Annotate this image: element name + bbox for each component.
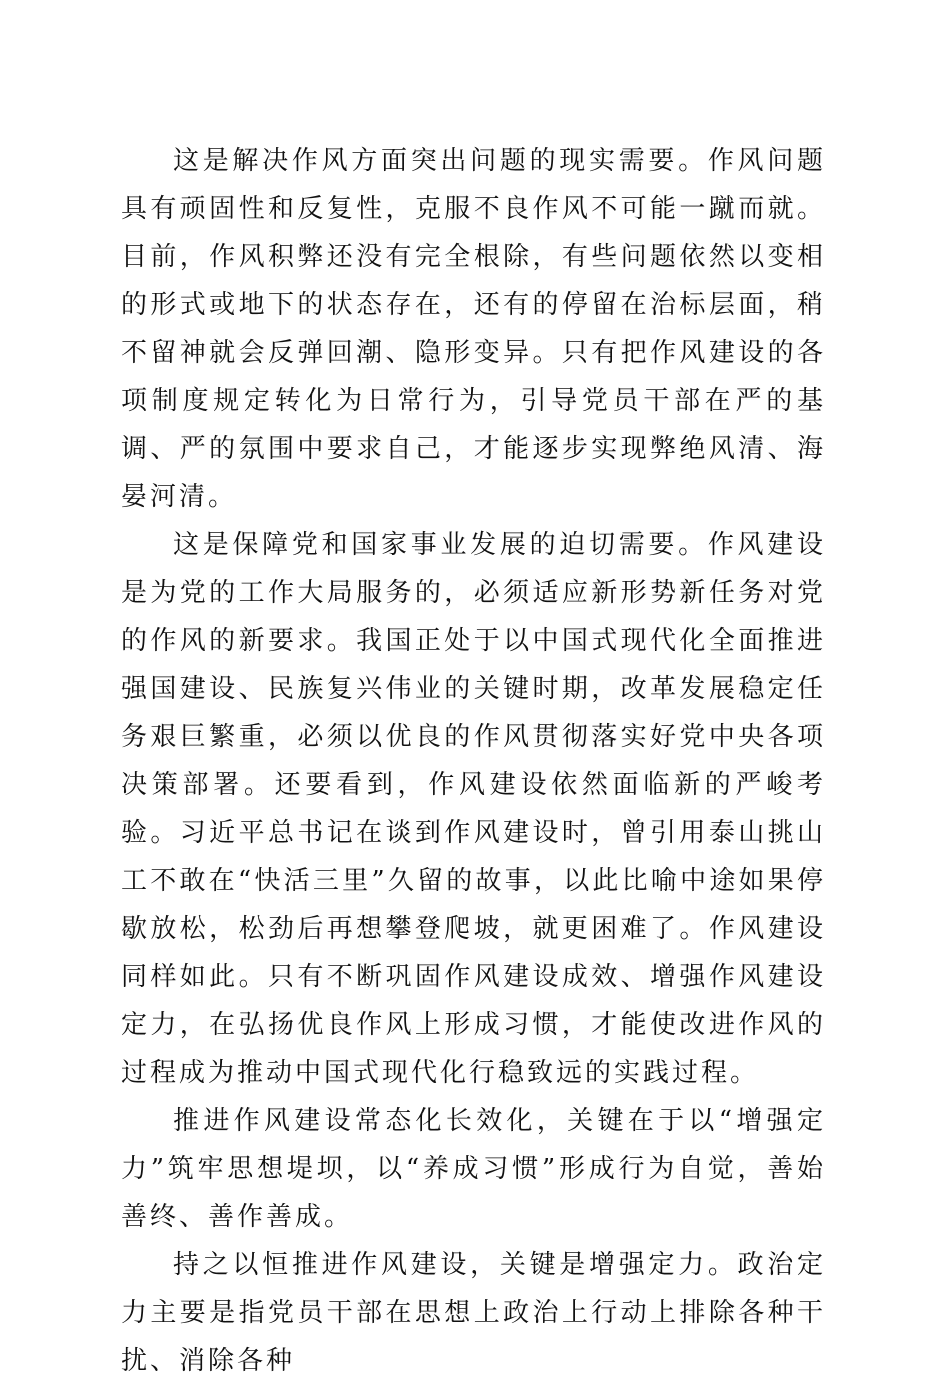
document-body [121, 137, 826, 1385]
paragraph-3: 推进作风建设常态化长效化，关键在于以“增强定力”筑牢思想堤坝，以“养成习惯”形成行为自觉，善始善终、善作善成。 [121, 1106, 826, 1232]
paragraph-2: 这是保障党和国家事业发展的迫切需要。作风建设是为党的工作大局服务的，必须适应新形势新任务对党的作风的新要求。我国正处于以中国式现代化全面推进强国建设、民族复兴伟业的关键时期，改革发展稳定任务艰巨繁重，必须以优良的作风贯彻落实好党中央各项决策部署。还要看到，作风建设依然面临新的严峻考验。习近平总书记在谈到作风建设时，曾引用泰山挑山工不敢在“快活三里”久留的故事，以此比喻中途如果停歇放松，松劲后再想攀登爬坡，就更困难了。作风建设同样如此。只有不断巩固作风建设成效、增强作风建设定力，在弘扬优良作风上形成习惯，才能使改进作风的过程成为推动中国式现代化行稳致远的实践过程。 [121, 530, 826, 1088]
paragraph-4: 持之以恒推进作风建设，关键是增强定力。政治定力主要是指党员干部在思想上政治上行动上排除各种干扰、消除各种 [121, 1250, 826, 1376]
paragraph-1: 这是解决作风方面突出问题的现实需要。作风问题具有顽固性和反复性，克服不良作风不可能一蹴而就。目前，作风积弊还没有完全根除，有些问题依然以变相的形式或地下的状态存在，还有的停留在治标层面，稍不留神就会反弹回潮、隐形变异。只有把作风建设的各项制度规定转化为日常行为，引导党员干部在严的基调、严的氛围中要求自己，才能逐步实现弊绝风清、海晏河清。 [121, 146, 826, 512]
